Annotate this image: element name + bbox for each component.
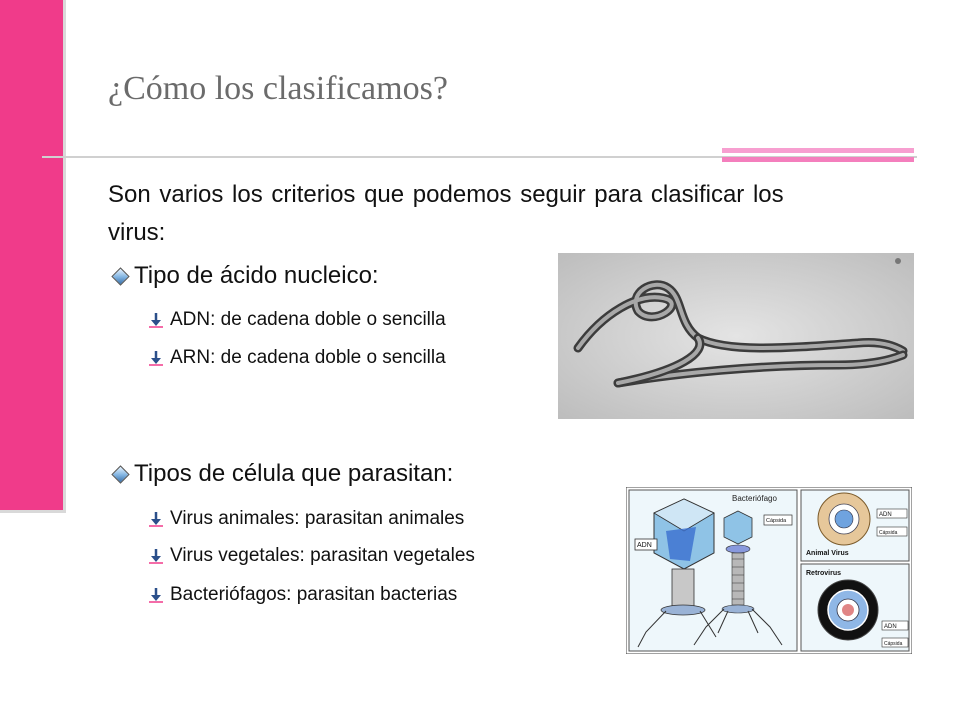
list-item <box>148 508 464 530</box>
animal-virus-label: Animal Virus <box>806 550 849 557</box>
capsid-label-small: Cápsida <box>879 530 898 536</box>
diamond-bullet-icon <box>111 267 129 285</box>
section-heading-label: Tipos de célula que parasitan: <box>134 460 454 487</box>
list-item-label: ARN: de cadena doble o sencilla <box>170 347 446 368</box>
section-heading-cell-type <box>112 460 453 488</box>
adn-label: ADN <box>637 542 652 549</box>
ebola-virus-micrograph-image <box>558 253 914 419</box>
arrow-bullet-icon <box>148 312 164 328</box>
list-item-label: Virus animales: parasitan animales <box>170 508 465 529</box>
capsid-label-retro: Cápsida <box>884 641 903 647</box>
virus-types-diagram-image <box>626 487 912 654</box>
intro-text: Son varios los criterios que podemos seguir para clasificar los virus: <box>108 181 784 246</box>
list-item <box>148 347 446 369</box>
section-heading-nucleic-acid <box>112 262 379 290</box>
sidebar-shadow <box>63 0 66 512</box>
arrow-bullet-icon <box>148 587 164 603</box>
list-item <box>148 584 457 606</box>
list-item <box>148 545 475 567</box>
decorative-stripes <box>722 148 914 170</box>
arrow-bullet-icon <box>148 548 164 564</box>
pink-sidebar-bar <box>0 0 63 510</box>
arrow-bullet-icon <box>148 350 164 366</box>
capsid-label: Cápsida <box>766 518 787 524</box>
diamond-bullet-icon <box>111 465 129 483</box>
section-heading-label: Tipo de ácido nucleico: <box>134 262 379 289</box>
list-item-label: ADN: de cadena doble o sencilla <box>170 309 446 330</box>
slide-title: ¿Cómo los clasificamos? <box>108 70 448 107</box>
adn-label-small: ADN <box>879 512 892 518</box>
list-item-label: Bacteriófagos: parasitan bacterias <box>170 584 458 605</box>
list-item-label: Virus vegetales: parasitan vegetales <box>170 545 475 566</box>
list-item <box>148 309 446 331</box>
adn-label-retro: ADN <box>884 624 897 630</box>
retrovirus-label: Retrovirus <box>806 570 842 577</box>
arrow-bullet-icon <box>148 511 164 527</box>
sidebar-shadow-bottom <box>0 510 66 513</box>
bacteriophage-label: Bacteriófago <box>732 494 777 503</box>
